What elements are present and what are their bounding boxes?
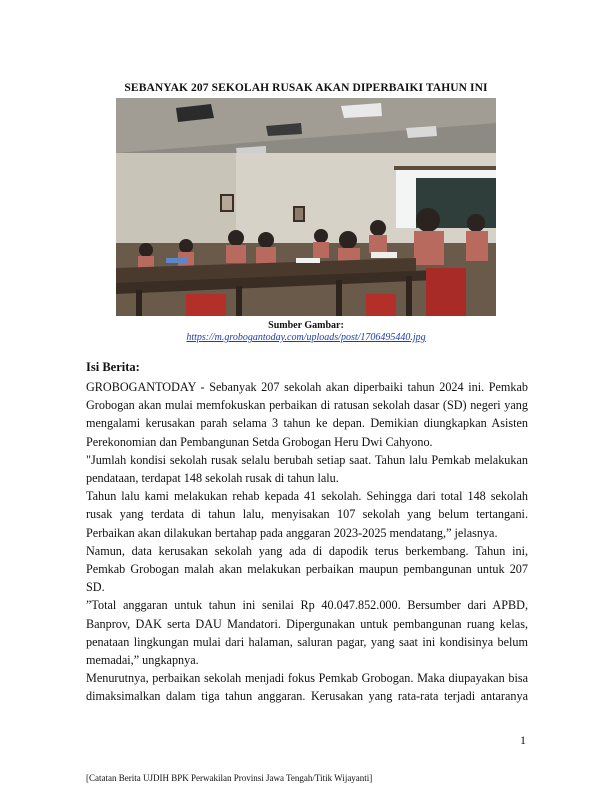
section-heading: Isi Berita: <box>86 360 140 374</box>
paragraph: GROBOGANTODAY - Sebanyak 207 sekolah akan diperbaiki tahun 2024 ini. Pemkab Grobogan akan mulai memfokuskan perbaikan di ratusan sekolah dasar (SD) negeri yang mengalami kerusakan parah selama 3 tahun ke depan. Demikian diungkapkan Asisten Perekonomian dan Pembangunan Setda Grobogan Heru Dwi Cahyono. <box>86 380 528 449</box>
classroom-photo <box>116 98 496 316</box>
paragraph: Menurutnya, perbaikan sekolah menjadi fokus Pemkab Grobogan. Maka diupayakan bisa dimaksimalkan dalam tiga tahun anggaran. Kerusakan yang rata-rata terjadi antaranya <box>86 671 528 704</box>
page-footer: [Catatan Berita UJDIH BPK Perwakilan Provinsi Jawa Tengah/Titik Wijayanti] <box>86 773 373 783</box>
paragraph: Namun, data kerusakan sekolah yang ada di dapodik terus berkembang. Tahun ini, Pemkab Grobogan malah akan melakukan perbaikan maupun pembangunan untuk 207 SD. <box>86 543 528 595</box>
article-body <box>86 378 528 706</box>
image-source-label: Sumber Gambar: <box>268 320 344 331</box>
image-source-link[interactable]: https://m.grobogantoday.com/uploads/post/1706495440.jpg <box>186 332 426 343</box>
paragraph: ”Total anggaran untuk tahun ini senilai Rp 40.047.852.000. Bersumber dari APBD, Banprov, DAK serta DAU Mandatori. Dipergunakan untuk pembangunan ruang kelas, penataan lingkungan mulai dari halaman, saluran pagar, yang saat ini kondisinya belum memadai,” ungkapnya. <box>86 598 528 668</box>
paragraph: "Jumlah kondisi sekolah rusak selalu berubah setiap saat. Tahun lalu Pemkab melakukan pendataan, terdapat 148 sekolah rusak di tahun lalu. <box>86 452 528 486</box>
paragraph: Tahun lalu kami melakukan rehab kepada 41 sekolah. Sehingga dari total 148 sekolah rusak yang terdata di tahun lalu, menyisakan 107 sekolah yang belum tertangani. Perbaikan akan dilakukan bertahap pada anggaran 2023-2025 mendatang,” jelasnya. <box>86 489 528 540</box>
article-title: SEBANYAK 207 SEKOLAH RUSAK AKAN DIPERBAIKI TAHUN INI <box>124 82 488 94</box>
page-number: 1 <box>520 733 526 747</box>
